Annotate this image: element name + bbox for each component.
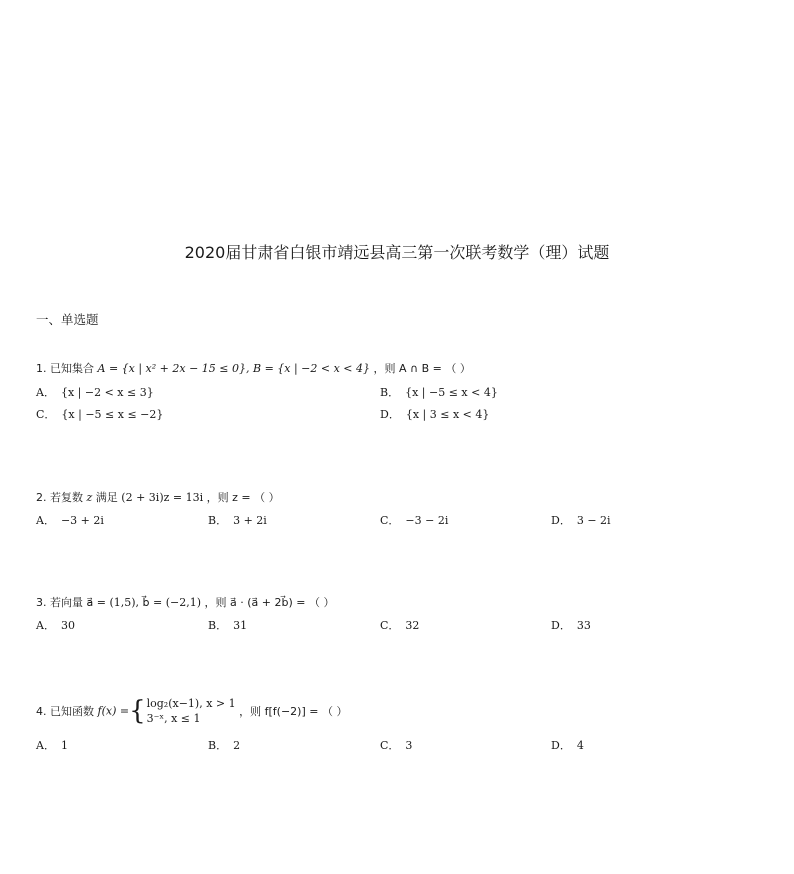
question-2-prefix: 2. 若复数 xyxy=(36,491,83,504)
question-3-option-c xyxy=(380,617,419,633)
option-value: 32 xyxy=(405,619,420,632)
question-4-option-c xyxy=(380,737,412,753)
option-value: 30 xyxy=(60,619,75,632)
option-label: B． xyxy=(380,386,400,399)
option-value: −3 + 2i xyxy=(60,514,104,527)
option-label: B． xyxy=(208,514,228,527)
question-3-option-d xyxy=(551,617,591,633)
question-2-math: z xyxy=(86,491,93,504)
option-value: 1 xyxy=(60,739,68,752)
question-2-option-b xyxy=(208,512,267,528)
section-heading: 一、单选题 xyxy=(36,312,99,327)
option-label: D． xyxy=(551,739,571,752)
question-2-mid: 满足 xyxy=(95,491,118,504)
option-value: {x | −5 ≤ x < 4} xyxy=(405,386,498,399)
option-label: B． xyxy=(208,619,228,632)
question-3-option-b xyxy=(208,617,247,633)
question-1-option-c xyxy=(36,406,163,422)
option-value: 31 xyxy=(233,619,248,632)
piecewise-case-2: 3⁻ˣ, x ≤ 1 xyxy=(146,712,201,725)
question-4-prefix: 4. 已知函数 xyxy=(36,705,94,718)
question-3-prefix: 3. 若向量 xyxy=(36,596,83,609)
option-label: B． xyxy=(208,739,228,752)
option-label: D． xyxy=(551,619,571,632)
question-1-option-b xyxy=(380,384,498,400)
question-2-option-a xyxy=(36,512,104,528)
question-1-option-d xyxy=(380,406,489,422)
option-value: 3 − 2i xyxy=(576,514,611,527)
question-2-option-d xyxy=(551,512,611,528)
option-value: {x | −5 ≤ x ≤ −2} xyxy=(61,408,164,421)
exam-title: 2020届甘肃省白银市靖远县高三第一次联考数学（理）试题 xyxy=(184,243,610,262)
option-value: −3 − 2i xyxy=(405,514,449,527)
question-3-suffix: ，则 a⃗ · (a⃗ + 2b⃗) = （ ） xyxy=(204,596,335,609)
option-value: 3 + 2i xyxy=(233,514,267,527)
option-label: D． xyxy=(380,408,400,421)
question-4-option-b xyxy=(208,737,240,753)
option-label: C． xyxy=(380,619,400,632)
question-2-suffix: ，则 z = （ ） xyxy=(206,491,280,504)
question-4-stem xyxy=(36,696,347,726)
option-label: A． xyxy=(36,619,55,632)
question-4-math: f(x) = xyxy=(97,704,130,718)
option-value: {x | 3 ≤ x < 4} xyxy=(405,408,490,421)
piecewise-case-1: log₂(x−1), x > 1 xyxy=(146,697,236,710)
option-label: A． xyxy=(36,386,55,399)
option-label: D． xyxy=(551,514,571,527)
question-2-option-c xyxy=(380,512,448,528)
piecewise-cases xyxy=(147,696,236,726)
option-label: A． xyxy=(36,739,55,752)
option-value: 4 xyxy=(576,739,584,752)
question-4-suffix: ，则 f[f(−2)] = （ ） xyxy=(239,705,348,718)
option-label: C． xyxy=(380,514,400,527)
option-value: 3 xyxy=(405,739,413,752)
option-value: {x | −2 < x ≤ 3} xyxy=(60,386,154,399)
question-3-math: a⃗ = (1,5), b⃗ = (−2,1) xyxy=(86,596,202,609)
option-label: A． xyxy=(36,514,55,527)
question-2-math2: (2 + 3i)z = 13i xyxy=(121,491,204,504)
question-1-suffix: ，则 A ∩ B = （ ） xyxy=(373,362,471,375)
question-1-math: A = {x | x² + 2x − 15 ≤ 0}, B = {x | −2 < x < 4} xyxy=(97,362,371,375)
question-3-option-a xyxy=(36,617,75,633)
option-label: C． xyxy=(380,739,400,752)
question-3-stem xyxy=(36,594,334,610)
question-1-option-a xyxy=(36,384,154,400)
option-value: 2 xyxy=(233,739,241,752)
option-label: C． xyxy=(36,408,56,421)
question-1-stem xyxy=(36,360,471,376)
question-4-option-a xyxy=(36,737,68,753)
question-1-prefix: 1. 已知集合 xyxy=(36,362,94,375)
question-4-option-d xyxy=(551,737,584,753)
question-2-stem xyxy=(36,489,280,505)
piecewise-brace: { xyxy=(129,696,146,726)
option-value: 33 xyxy=(576,619,591,632)
